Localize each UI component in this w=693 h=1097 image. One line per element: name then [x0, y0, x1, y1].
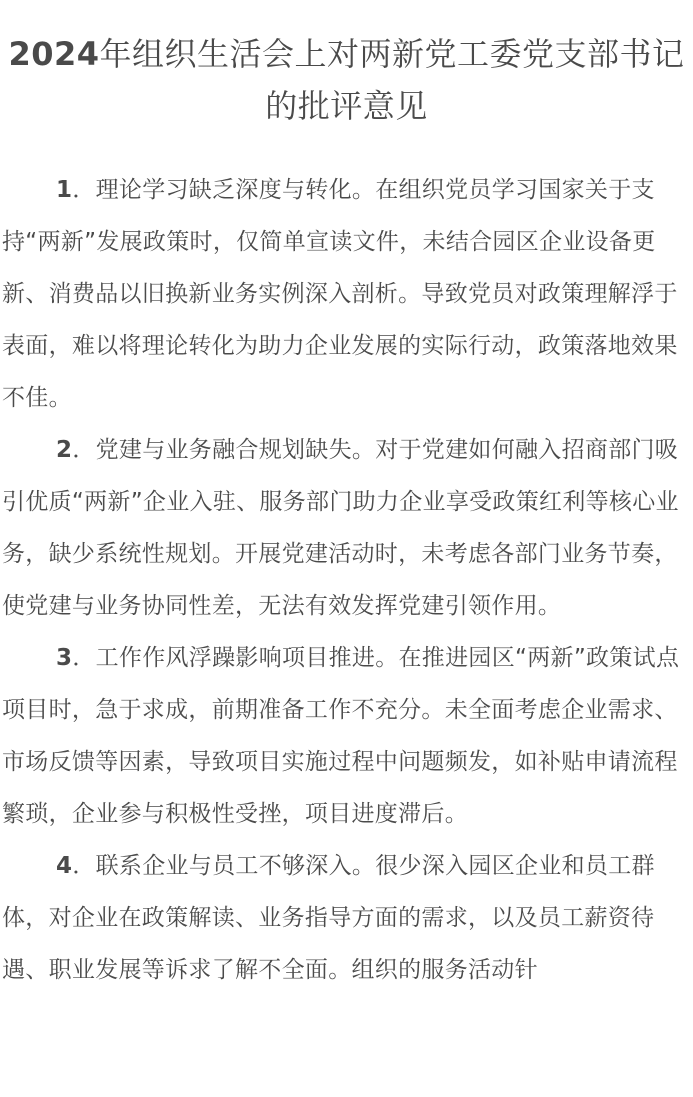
document-body: [0, 164, 693, 996]
paragraph-number: 2: [56, 437, 73, 463]
paragraph-number: 4: [56, 853, 73, 879]
document-title-year: 2024: [8, 35, 100, 73]
paragraph-text: ．党建与业务融合规划缺失。对于党建如何融入招商部门吸引优质“两新”企业入驻、服务部门助力企业享受政策红利等核心业务，缺少系统性规划。开展党建活动时，未考虑各部门业务节奏，使党建与业务协同性差，无法有效发挥党建引领作用。: [2, 437, 679, 619]
document-title: [0, 0, 693, 132]
paragraph-text: ．工作作风浮躁影响项目推进。在推进园区“两新”政策试点项目时，急于求成，前期准备工作不充分。未全面考虑企业需求、市场反馈等因素，导致项目实施过程中问题频发，如补贴申请流程繁琐，企业参与积极性受挫，项目进度滞后。: [2, 645, 680, 827]
paragraph-text: ．理论学习缺乏深度与转化。在组织党员学习国家关于支持“两新”发展政策时，仅简单宣读文件，未结合园区企业设备更新、消费品以旧换新业务实例深入剖析。导致党员对政策理解浮于表面，难以将理论转化为助力企业发展的实际行动，政策落地效果不佳。: [2, 177, 678, 411]
paragraph-3: [2, 632, 691, 840]
paragraph-number: 3: [56, 645, 73, 671]
paragraph-2: [2, 424, 691, 632]
paragraph-4: [2, 840, 691, 996]
paragraph-text: ．联系企业与员工不够深入。很少深入园区企业和员工群体，对企业在政策解读、业务指导方面的需求，以及员工薪资待遇、职业发展等诉求了解不全面。组织的服务活动针: [2, 853, 655, 983]
paragraph-1: [2, 164, 691, 424]
document-title-text: 年组织生活会上对两新党工委党支部书记的批评意见: [99, 35, 685, 125]
paragraph-number: 1: [56, 177, 73, 203]
